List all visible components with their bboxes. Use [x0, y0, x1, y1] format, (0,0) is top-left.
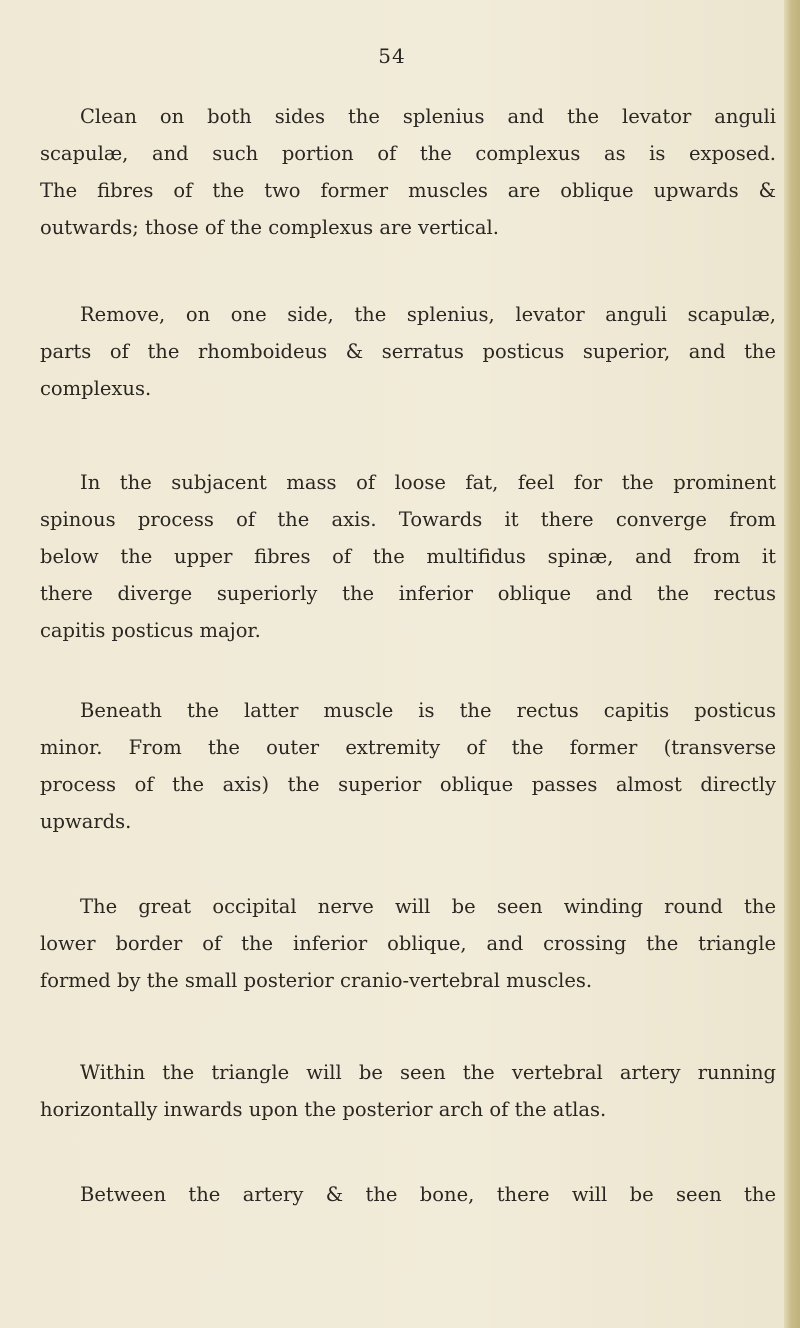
- text-line: upwards.: [40, 810, 132, 833]
- text-line: minor. From the outer extremity of the former (transverse: [40, 736, 776, 759]
- paragraph-7: [40, 1176, 776, 1213]
- text-line: In the subjacent mass of loose fat, feel for the prominent: [80, 471, 776, 494]
- text-line: Beneath the latter muscle is the rectus capitis posticus: [80, 699, 776, 722]
- paragraph-3: [40, 464, 776, 649]
- text-line: scapulæ, and such portion of the complexus as is exposed.: [40, 142, 776, 165]
- text-line: The fibres of the two former muscles are oblique upwards &: [40, 179, 776, 202]
- text-line: capitis posticus major.: [40, 619, 261, 642]
- text-line: there diverge superiorly the inferior oblique and the rectus: [40, 582, 776, 605]
- paragraph-2: [40, 296, 776, 407]
- page-edge: [784, 0, 800, 1328]
- paragraph-4: [40, 692, 776, 840]
- text-line: formed by the small posterior cranio-vertebral muscles.: [40, 969, 593, 992]
- paragraph-6: [40, 1054, 776, 1128]
- text-line: Within the triangle will be seen the vertebral artery running: [80, 1061, 776, 1084]
- text-line: below the upper fibres of the multifidus spinæ, and from it: [40, 545, 776, 568]
- text-line: lower border of the inferior oblique, and crossing the triangle: [40, 932, 776, 955]
- text-line: parts of the rhomboideus & serratus posticus superior, and the: [40, 340, 776, 363]
- text-line: The great occipital nerve will be seen winding round the: [80, 895, 776, 918]
- text-line: horizontally inwards upon the posterior arch of the atlas.: [40, 1098, 607, 1121]
- text-line: Clean on both sides the splenius and the levator anguli: [80, 105, 776, 128]
- paragraph-5: [40, 888, 776, 999]
- text-line: Between the artery & the bone, there will be seen the: [80, 1183, 776, 1206]
- text-line: process of the axis) the superior oblique passes almost directly: [40, 773, 776, 796]
- paragraph-1: [40, 98, 776, 246]
- page-number: 54: [378, 44, 406, 68]
- text-line: complexus.: [40, 377, 152, 400]
- text-line: spinous process of the axis. Towards it there converge from: [40, 508, 776, 531]
- text-line: outwards; those of the complexus are vertical.: [40, 216, 499, 239]
- text-line: Remove, on one side, the splenius, levator anguli scapulæ,: [80, 303, 776, 326]
